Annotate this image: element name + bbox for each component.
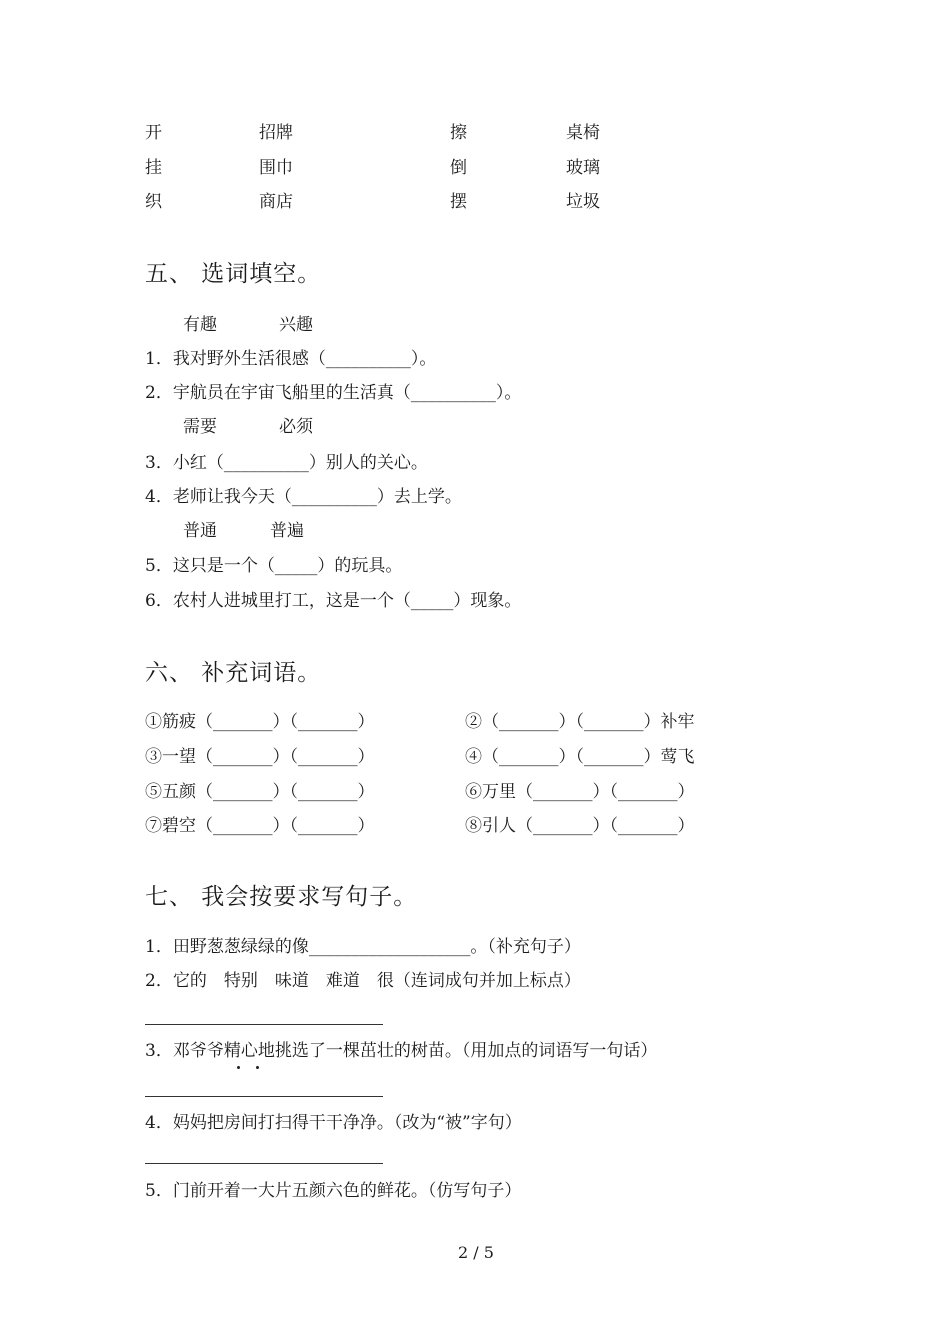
- word-choice: 普遍: [270, 521, 304, 541]
- match-verb: 开: [145, 123, 162, 143]
- emphasis-dot: [256, 1066, 259, 1069]
- match-noun: 玻璃: [566, 158, 600, 178]
- page-number: 2 / 5: [458, 1243, 494, 1262]
- answer-line[interactable]: [145, 1024, 383, 1025]
- idiom-item[interactable]: ⑥万里（_______）（_______）: [465, 782, 695, 802]
- word-choice: 有趣: [183, 315, 217, 335]
- match-verb: 倒: [450, 158, 467, 178]
- match-verb: 摆: [450, 192, 467, 212]
- question-line: 4．妈妈把房间打扫得干干净净。（改为“被”字句）: [145, 1113, 522, 1133]
- question-line[interactable]: 1．田野葱葱绿绿的像___________________。（补充句子）: [145, 937, 581, 957]
- question-line: 3．邓爷爷精心地挑选了一棵茁壮的树苗。（用加点的词语写一句话）: [145, 1041, 658, 1061]
- question-line[interactable]: 1．我对野外生活很感（__________）。: [145, 349, 437, 369]
- match-verb: 挂: [145, 158, 162, 178]
- answer-line[interactable]: [145, 1163, 383, 1164]
- match-verb: 织: [145, 192, 162, 212]
- question-line[interactable]: 4．老师让我今天（__________）去上学。: [145, 487, 462, 507]
- match-noun: 垃圾: [566, 192, 600, 212]
- section-6-title: 六、 补充词语。: [145, 660, 322, 686]
- idiom-item[interactable]: ③一望（_______）（_______）: [145, 747, 375, 767]
- question-line[interactable]: 2．宇航员在宇宙飞船里的生活真（__________）。: [145, 383, 522, 403]
- question-line[interactable]: 5．这只是一个（_____）的玩具。: [145, 556, 403, 576]
- idiom-item[interactable]: ⑦碧空（_______）（_______）: [145, 816, 375, 836]
- idiom-item[interactable]: ②（_______）（_______）补牢: [465, 712, 695, 732]
- match-noun: 招牌: [259, 123, 293, 143]
- question-line: 2．它的 特别 味道 难道 很（连词成句并加上标点）: [145, 971, 581, 991]
- word-choice: 需要: [183, 417, 217, 437]
- word-choice: 兴趣: [279, 315, 313, 335]
- answer-line[interactable]: [145, 1096, 383, 1097]
- question-line: 5．门前开着一大片五颜六色的鲜花。（仿写句子）: [145, 1181, 522, 1201]
- question-line[interactable]: 3．小红（__________）别人的关心。: [145, 453, 428, 473]
- word-choice: 普通: [183, 521, 217, 541]
- idiom-item[interactable]: ⑤五颜（_______）（_______）: [145, 782, 375, 802]
- idiom-item[interactable]: ①筋疲（_______）（_______）: [145, 712, 375, 732]
- match-noun: 商店: [259, 192, 293, 212]
- idiom-item[interactable]: ④（_______）（_______）莺飞: [465, 747, 695, 767]
- match-noun: 桌椅: [566, 123, 600, 143]
- word-choice: 必须: [279, 417, 313, 437]
- idiom-item[interactable]: ⑧引人（_______）（_______）: [465, 816, 695, 836]
- question-line[interactable]: 6．农村人进城里打工，这是一个（_____）现象。: [145, 591, 522, 611]
- section-5-title: 五、 选词填空。: [145, 261, 322, 287]
- match-noun: 围巾: [259, 158, 293, 178]
- match-verb: 擦: [450, 123, 467, 143]
- emphasis-dot: [237, 1066, 240, 1069]
- section-7-title: 七、 我会按要求写句子。: [145, 884, 418, 910]
